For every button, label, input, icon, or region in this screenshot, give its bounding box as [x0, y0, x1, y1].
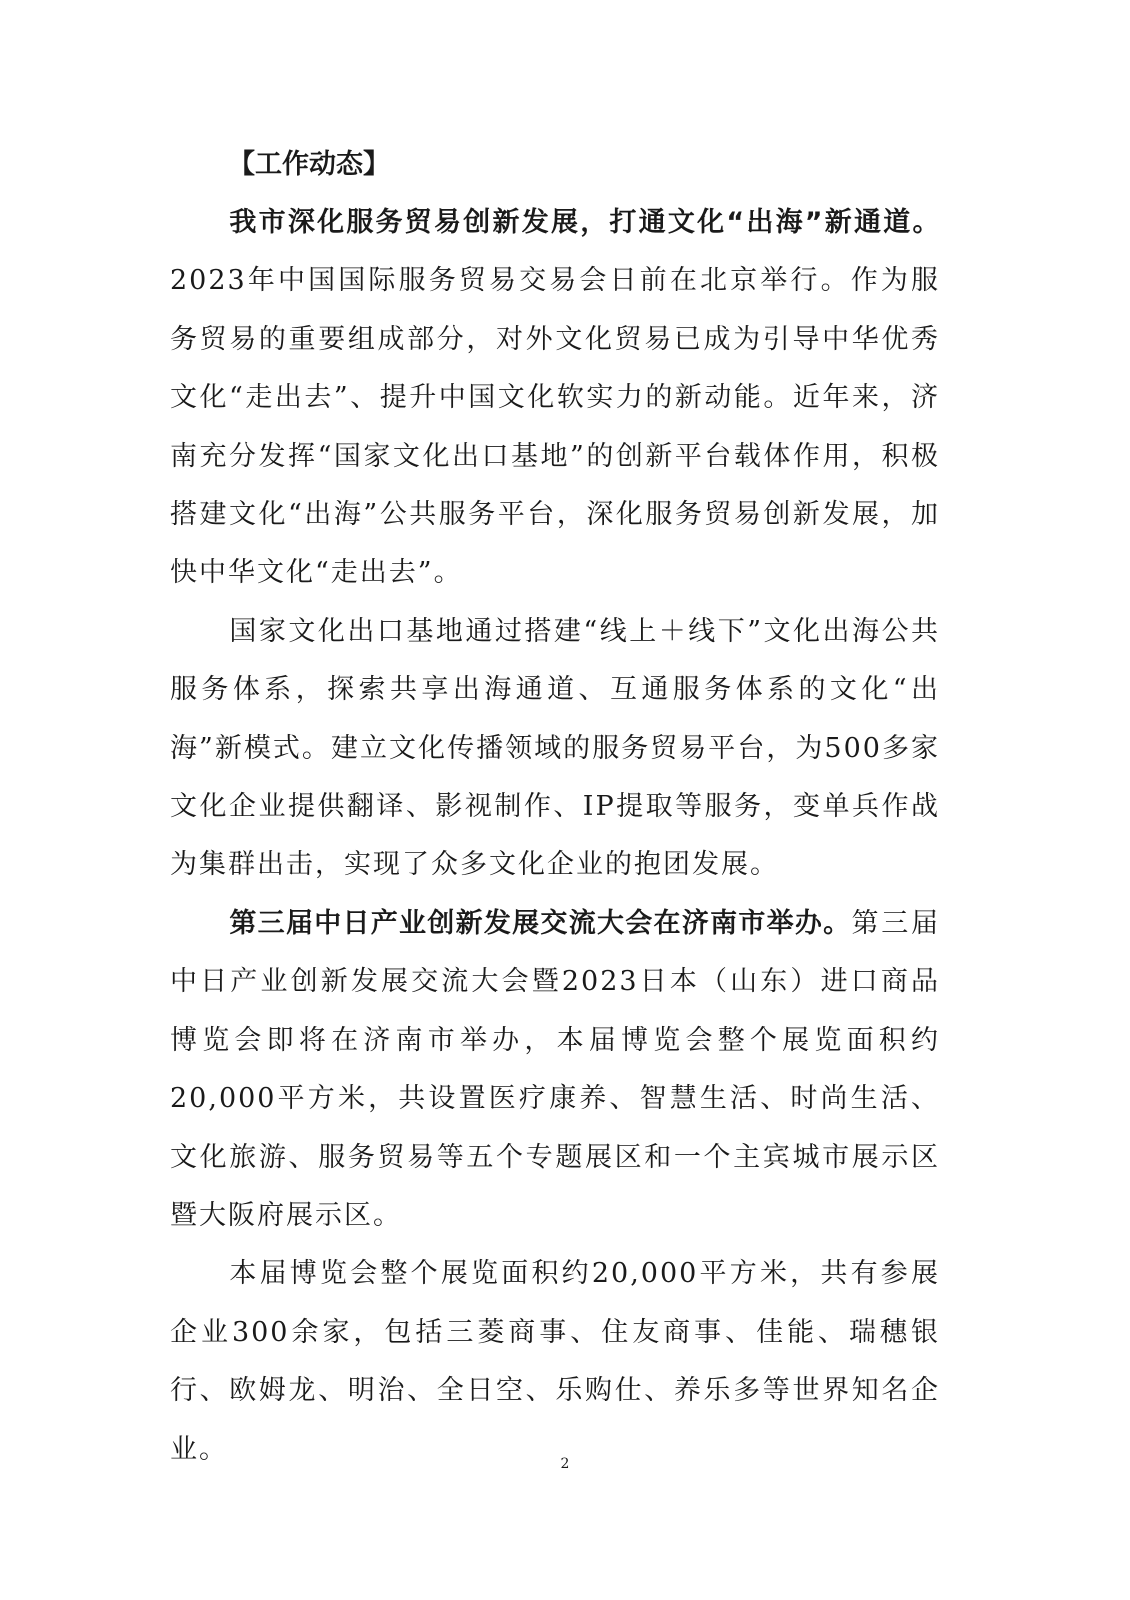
document-body: [170, 136, 940, 1479]
paragraph-lead: 第三届中日产业创新发展交流大会在济南市举办。: [229, 907, 852, 939]
paragraph-text: 本届博览会整个展览面积约20,000平方米，共有参展企业300余家，包括三菱商事、住友商事、佳能、瑞穗银行、欧姆龙、明治、全日空、乐购仕、养乐多等世界知名企业。: [170, 1258, 940, 1465]
paragraph-text: 2023年中国国际服务贸易交易会日前在北京举行。作为服务贸易的重要组成部分，对外文化贸易已成为引导中华优秀文化“走出去”、提升中国文化软实力的新动能。近年来，济南充分发挥“国家文化出口基地”的创新平台载体作用，积极搭建文化“出海”公共服务平台，深化服务贸易创新发展，加快中华文化“走出去”。: [170, 265, 940, 589]
paragraph-export-base: [170, 603, 940, 895]
paragraph-sino-japan-conference: [170, 895, 940, 1245]
section-heading: 【工作动态】: [228, 149, 390, 180]
paragraph-text: 国家文化出口基地通过搭建“线上＋线下”文化出海公共服务体系，探索共享出海通道、互通服务体系的文化“出海”新模式。建立文化传播领域的服务贸易平台，为500多家文化企业提供翻译、影视制作、IP提取等服务，变单兵作战为集群出击，实现了众多文化企业的抱团发展。: [170, 615, 940, 881]
paragraph-service-trade: [170, 194, 940, 603]
paragraph-lead: 我市深化服务贸易创新发展，打通文化“出海”新通道。: [229, 207, 940, 238]
paragraph-text: 第三届中日产业创新发展交流大会暨2023日本（山东）进口商品博览会即将在济南市举办，本届博览会整个展览面积约20,000平方米，共设置医疗康养、智慧生活、时尚生活、文化旅游、服务贸易等五个专题展区和一个主宾城市展示区暨大阪府展示区。: [170, 907, 941, 1231]
page-number: 2: [560, 1456, 570, 1472]
paragraph-exhibitors: [170, 1245, 940, 1479]
